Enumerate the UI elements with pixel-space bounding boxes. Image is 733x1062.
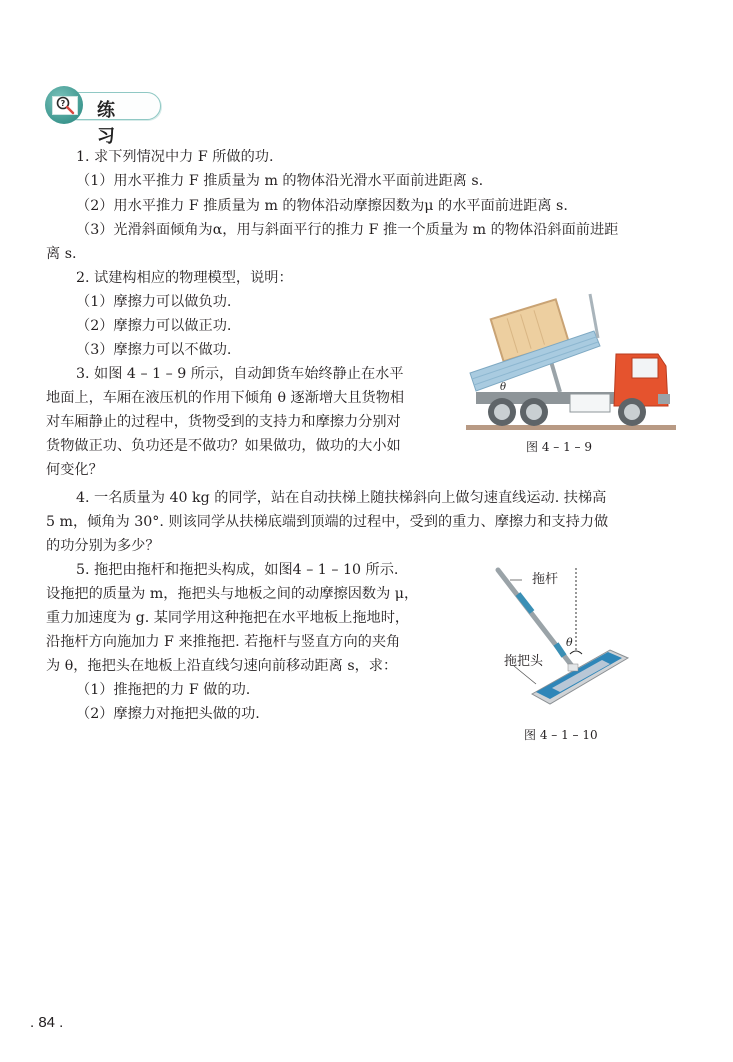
q5-line-3: 重力加速度为 g. 某同学用这种拖把在水平地板上拖地时， bbox=[46, 610, 410, 626]
header-badge bbox=[45, 86, 83, 124]
q3-line-4: 货物做正功、负功还是不做功？如果做功，做功的大小如 bbox=[46, 438, 401, 454]
q1-stem: 1. 求下列情况中力 F 所做的功. bbox=[76, 149, 274, 165]
q3-line-2: 地面上，车厢在液压机的作用下倾角 θ 逐渐增大且货物相 bbox=[46, 390, 405, 406]
q5-item-2: （2）摩擦力对拖把头做的功. bbox=[76, 706, 260, 722]
q5-item-1: （1）推拖把的力 F 做的功. bbox=[76, 682, 251, 698]
dump-truck-illustration bbox=[462, 288, 688, 438]
exercise-header bbox=[45, 86, 163, 147]
mop-angle-theta-label: θ bbox=[566, 636, 573, 649]
label-mop-handle: 拖杆 bbox=[532, 572, 559, 587]
figure-caption-4-1-9: 图 4 – 1 – 9 bbox=[526, 440, 592, 454]
page-number: . 84 . bbox=[30, 1014, 64, 1031]
angle-theta-label: θ bbox=[500, 382, 507, 393]
q2-item-2: （2）摩擦力可以做正功. bbox=[76, 318, 232, 334]
q1-item-3: （3）光滑斜面倾角为α，用与斜面平行的推力 F 推一个质量为 m 的物体沿斜面前进距 bbox=[76, 222, 619, 238]
q2-item-3: （3）摩擦力可以不做功. bbox=[76, 342, 232, 358]
section-title: 练 习 bbox=[97, 100, 127, 147]
q2-item-1: （1）摩擦力可以做负功. bbox=[76, 294, 232, 310]
figure-dump-truck bbox=[462, 288, 688, 458]
q1-item-2: （2）用水平推力 F 推质量为 m 的物体沿动摩擦因数为μ 的水平面前进距离 s. bbox=[76, 198, 568, 214]
q3-line-3: 对车厢静止的过程中，货物受到的支持力和摩擦力分别对 bbox=[46, 414, 401, 430]
q3-line-1: 3. 如图 4 – 1 – 9 所示，自动卸货车始终静止在水平 bbox=[76, 366, 404, 382]
q5-line-4: 沿拖杆方向施加力 F 来推拖把. 若拖杆与竖直方向的夹角 bbox=[46, 634, 401, 650]
figure-caption-4-1-10: 图 4 – 1 – 10 bbox=[524, 728, 598, 742]
label-mop-head: 拖把头 bbox=[504, 654, 544, 669]
q1-item-1: （1）用水平推力 F 推质量为 m 的物体沿光滑水平面前进距离 s. bbox=[76, 173, 484, 189]
q3-line-5: 何变化？ bbox=[46, 462, 103, 478]
q5-line-1: 5. 拖把由拖杆和拖把头构成，如图4 – 1 – 10 所示. bbox=[76, 562, 399, 578]
q4-line-1: 4. 一名质量为 40 kg 的同学，站在自动扶梯上随扶梯斜向上做匀速直线运动. 扶梯高 bbox=[76, 490, 607, 506]
q5-line-5: 为 θ，拖把头在地板上沿直线匀速向前移动距离 s，求： bbox=[46, 658, 398, 674]
q5-line-2: 设拖把的质量为 m，拖把头与地板之间的动摩擦因数为 μ， bbox=[46, 586, 419, 602]
q1-item-3-cont: 离 s. bbox=[46, 246, 77, 262]
magnifier-question-icon bbox=[54, 94, 76, 116]
figure-mop bbox=[492, 566, 642, 746]
q2-stem: 2. 试建构相应的物理模型，说明： bbox=[76, 270, 293, 286]
mop-illustration bbox=[492, 566, 642, 716]
q4-line-3: 的功分别为多少？ bbox=[46, 538, 160, 554]
svg-text:?: ? bbox=[60, 99, 66, 108]
q4-line-2: 5 m，倾角为 30°. 则该同学从扶梯底端到顶端的过程中，受到的重力、摩擦力和支持力做 bbox=[46, 514, 609, 530]
